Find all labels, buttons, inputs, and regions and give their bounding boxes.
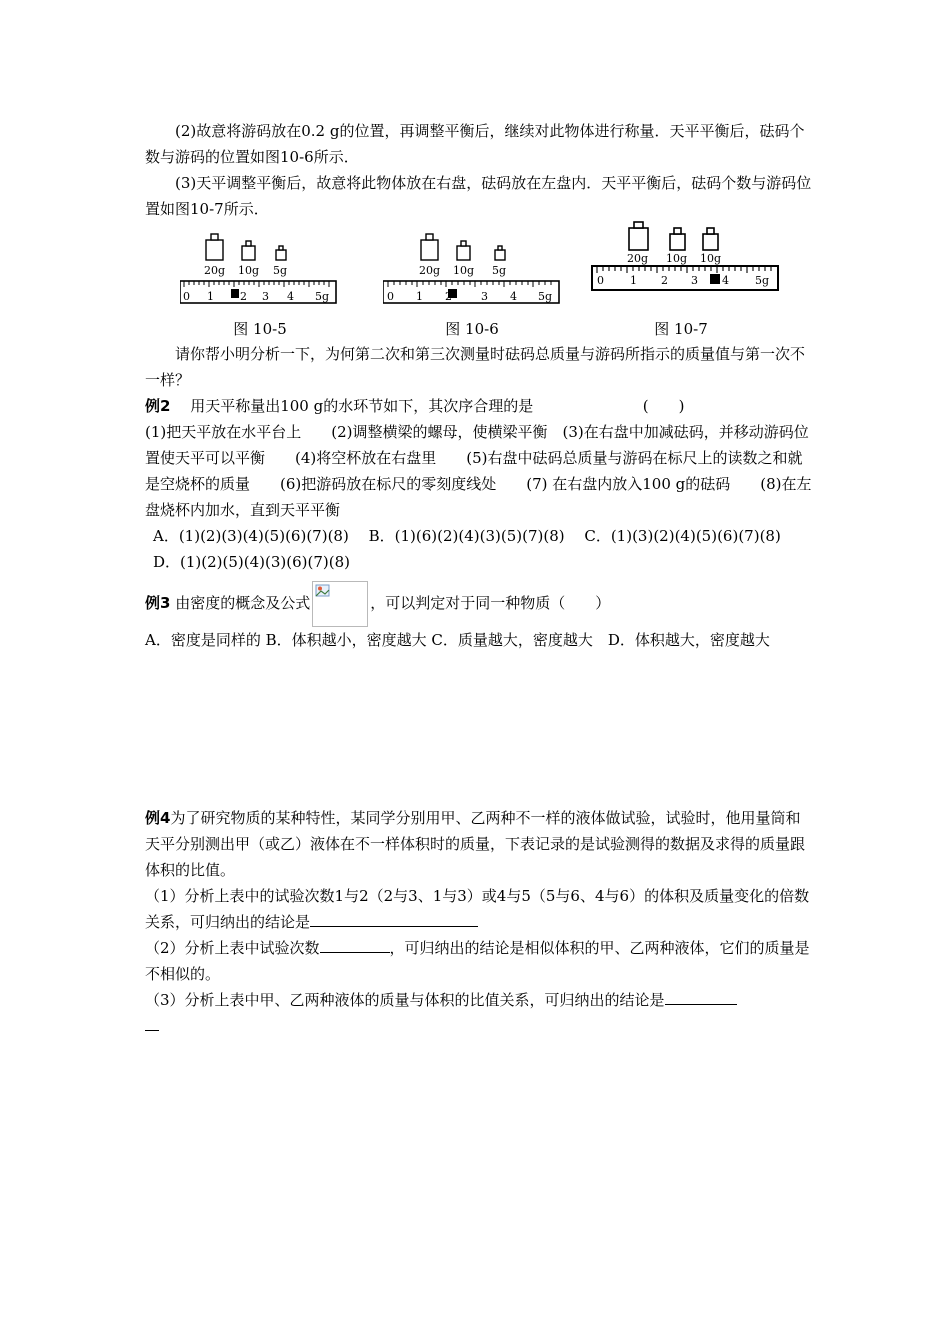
- example-2-steps: (1)把天平放在水平台上 (2)调整横梁的螺母，使横梁平衡 (3)在右盘中加减砝码，并移动游码位置使天平可以平衡 (4)将空杯放在右盘里 (5)右盘中砝码总质量与游码在标尺上的读数之和就是空烧杯的质量 (6)把游码放在标尺的零刻度线处 (7) 在右盘内放入100 g的砝码 (8)在左盘烧杯内加水，直到天平平衡: [145, 423, 812, 519]
- weight-label: 20g: [627, 252, 649, 265]
- figure-caption: 图 10-5: [233, 320, 287, 338]
- scale-label: 0: [387, 290, 394, 303]
- figure-10-5: [180, 226, 340, 308]
- example-3-text-before: 由密度的概念及公式: [175, 594, 311, 612]
- weight-label: 20g: [204, 264, 226, 277]
- example-4-intro: [145, 805, 813, 883]
- scale-label: 5g: [315, 290, 330, 303]
- q3-answer-blank-continued: [145, 1013, 813, 1039]
- q1-text: （1）分析上表中的试验次数1与2（2与3、1与3）或4与5（5与6、4与6）的体积及质量变化的倍数关系，可归纳出的结论是: [145, 887, 810, 931]
- scale-label: 2: [661, 274, 668, 287]
- analysis-question: 请你帮小明分析一下，为何第二次和第三次测量时砝码总质量与游码所指示的质量值与第一次不一样？: [145, 345, 806, 389]
- ruler: [592, 266, 778, 290]
- answer-paren: ( ): [642, 397, 685, 415]
- q3-answer-blank[interactable]: [665, 988, 737, 1005]
- q3-answer-blank-tail[interactable]: [145, 1014, 159, 1031]
- q2-text-after: ，可归纳出的结论是相似体积的甲、乙两种液体，它们的质量是不相似的。: [145, 939, 810, 983]
- example-2-options: A．(1)(2)(3)(4)(5)(6)(7)(8) B．(1)(6)(2)(4)(3)(5)(7)(8) C．(1)(3)(2)(4)(5)(6)(7)(8) D．(1)(2)(5)(4)(3)(6)(7)(8): [153, 527, 811, 571]
- scale-label: 4: [287, 290, 294, 303]
- weight-label: 5g: [273, 264, 288, 277]
- figure-caption: 图 10-6: [445, 320, 499, 338]
- document-page: [145, 118, 813, 1039]
- weight-label: 10g: [700, 252, 722, 265]
- example-2-label: 例2: [145, 397, 171, 415]
- q1-answer-blank[interactable]: [310, 910, 478, 927]
- example-4-q2: [145, 935, 813, 987]
- scale-label: 5g: [755, 274, 770, 287]
- q3-text: （3）分析上表中甲、乙两种液体的质量与体积的比值关系，可归纳出的结论是: [145, 991, 665, 1009]
- weight-label: 5g: [492, 264, 507, 277]
- example-4-q1: [145, 883, 813, 935]
- scale-label: 1: [207, 290, 214, 303]
- scale-label: 3: [481, 290, 488, 303]
- example-4-text: 为了研究物质的某种特性，某同学分别用甲、乙两种不一样的液体做试验，试验时，他用量筒和天平分别测出甲（或乙）液体在不一样体积时的质量，下表记录的是试验测得的数据及求得的质量跟体积的比值。: [145, 809, 806, 879]
- example-3-question: [145, 581, 813, 627]
- weight-label: 10g: [453, 264, 475, 277]
- example-3-options: A．密度是同样的 B．体积越小，密度越大 C．质量越大，密度越大 D．体积越大，密度越大: [145, 631, 770, 649]
- scale-label: 0: [597, 274, 604, 287]
- rider: [710, 274, 720, 284]
- figure-10-7: [591, 218, 781, 300]
- q2-answer-blank[interactable]: [320, 936, 390, 953]
- scale-label: 1: [630, 274, 637, 287]
- scale-label: 1: [416, 290, 423, 303]
- scale-label: 2: [240, 290, 247, 303]
- example-4-label: 例4: [145, 809, 171, 827]
- weight-label: 10g: [666, 252, 688, 265]
- scale-label: 4: [510, 290, 517, 303]
- weight-label: 20g: [419, 264, 441, 277]
- example-2-text: 用天平称量出100 g的水环节如下，其次序合理的是: [190, 397, 534, 415]
- example-3-label: 例3: [145, 594, 171, 612]
- q2-text-before: （2）分析上表中试验次数: [145, 939, 320, 957]
- balance-figures: [145, 226, 813, 341]
- rider: [231, 289, 239, 298]
- scale-label: 2: [445, 290, 452, 303]
- scale-label: 5g: [538, 290, 553, 303]
- example-4-q3: [145, 987, 813, 1013]
- ruler: [180, 281, 336, 303]
- figure-10-6: [383, 226, 563, 308]
- ruler: [383, 281, 559, 303]
- example-3-text-after: ，可以判定对于同一种物质（ ）: [370, 594, 611, 612]
- paragraph-step-2: (2)故意将游码放在0.2 g的位置，再调整平衡后，继续对此物体进行称量．天平平衡后，砝码个数与游码的位置如图10-6所示．: [145, 122, 805, 166]
- scale-label: 4: [722, 274, 729, 287]
- density-formula-image: [312, 581, 368, 627]
- paragraph-step-3: (3)天平调整平衡后，故意将此物体放在右盘，砝码放在左盘内．天平平衡后，砝码个数与游码位置如图10-7所示．: [145, 174, 812, 218]
- scale-label: 3: [262, 290, 269, 303]
- weight-label: 10g: [238, 264, 260, 277]
- broken-image-icon: [313, 582, 367, 626]
- figure-caption: 图 10-7: [654, 320, 708, 338]
- scale-label: 3: [691, 274, 698, 287]
- scale-label: 0: [183, 290, 190, 303]
- example-2-question: [145, 393, 813, 419]
